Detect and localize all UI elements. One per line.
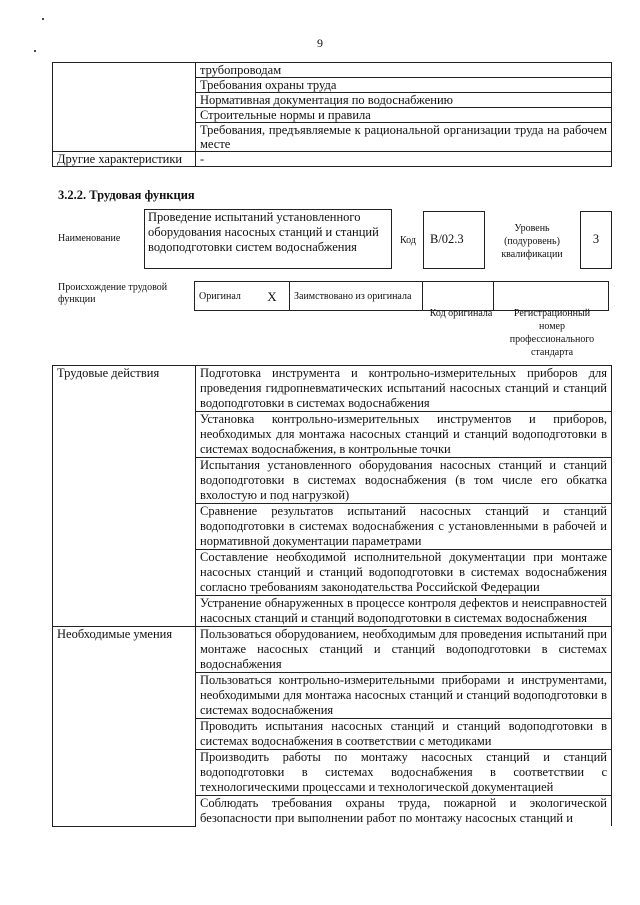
table-cell: Требования охраны труда [196,78,612,93]
original-mark: X [255,282,290,311]
table-cell: Установка контрольно-измерительных инструментов и приборов, необходимых для монтажа насосных станций и станций водоподготовки в системах водоснабжения, в контрольные точки [196,412,612,458]
page-number: 9 [317,36,323,50]
name-label: Наименование [58,233,121,244]
table-cell: трубопроводам [196,63,612,78]
labor-function-table [52,365,612,827]
borrowed-label: Заимствовано из оригинала [290,282,423,311]
code-label: Код [400,235,416,246]
function-code-box: B/02.3 [423,211,485,269]
section-title: 3.2.2. Трудовая функция [58,188,195,202]
actions-label: Трудовые действия [53,366,196,627]
skills-label: Необходимые умения [53,627,196,827]
table-row [53,627,612,673]
qualification-level-box: 3 [580,211,612,269]
other-characteristics-label: Другие характеристики [53,152,196,167]
table-cell: Подготовка инструмента и контрольно-измерительных приборов для проведения гидропневматических испытаний насосных станций и станций водоподготовки в системах водоснабжения [196,366,612,412]
original-label: Оригинал [195,282,256,311]
table-cell: Нормативная документация по водоснабжению [196,93,612,108]
table-row [53,366,612,412]
scan-speck [42,18,44,20]
qualification-level-label: Уровень (подуровень) квалификации [501,223,563,260]
table-cell: Пользоваться контрольно-измерительными приборами и инструментами, необходимыми для монтажа насосных станций и станций водоподготовки в системах водоснабжения [196,673,612,719]
table-row [53,63,612,78]
table-cell: Требования, предъявляемые к рациональной организации труда на рабочем месте [196,123,612,152]
table-cell-empty [53,63,196,152]
table-cell: Устранение обнаруженных в процессе контроля дефектов и неисправностей насосных станций и станций водоподготовки в системах водоснабжения [196,596,612,627]
table-cell: Производить работы по монтажу насосных станций и станций водоподготовки в системах водоснабжения в соответствии с технологическими процессами и технологической документацией [196,750,612,796]
requirements-table-continued [52,62,612,167]
table-cell: Испытания установленного оборудования насосных станций и станций водоподготовки в системах водоснабжения (в том числе его обкатка вхолостую и под нагрузкой) [196,458,612,504]
table-cell: Пользоваться оборудованием, необходимым для проведения испытаний при монтаже насосных станций и станций водоподготовки в системах водоснабжения [196,627,612,673]
other-characteristics-value: - [196,152,612,167]
origin-label: Происхождение трудовой функции [58,282,168,305]
table-cell: Строительные нормы и правила [196,108,612,123]
function-name-box: Проведение испытаний установленного оборудования насосных станций и станций водоподготовки систем водоснабжения [144,209,392,269]
table-cell: Составление необходимой исполнительной документации при монтаже насосных станций и станций водоподготовки в системах водоснабжения согласно требованиям законодательства Российской Федерации [196,550,612,596]
table-cell: Проводить испытания насосных станций и станций водоподготовки в системах водоснабжения в соответствии с методиками [196,719,612,750]
code-original-caption: Код оригинала [429,308,493,319]
table-row [53,152,612,167]
table-cell: Соблюдать требования охраны труда, пожарной и экологической безопасности при выполнении работ по монтажу насосных станций и [196,796,612,827]
reg-number-caption: Регистрационный номер профессионального стандарта [509,308,595,358]
table-cell: Сравнение результатов испытаний насосных станций и станций водоподготовки в системах водоснабжения с установленными в рабочей и нормативной документации параметрами [196,504,612,550]
